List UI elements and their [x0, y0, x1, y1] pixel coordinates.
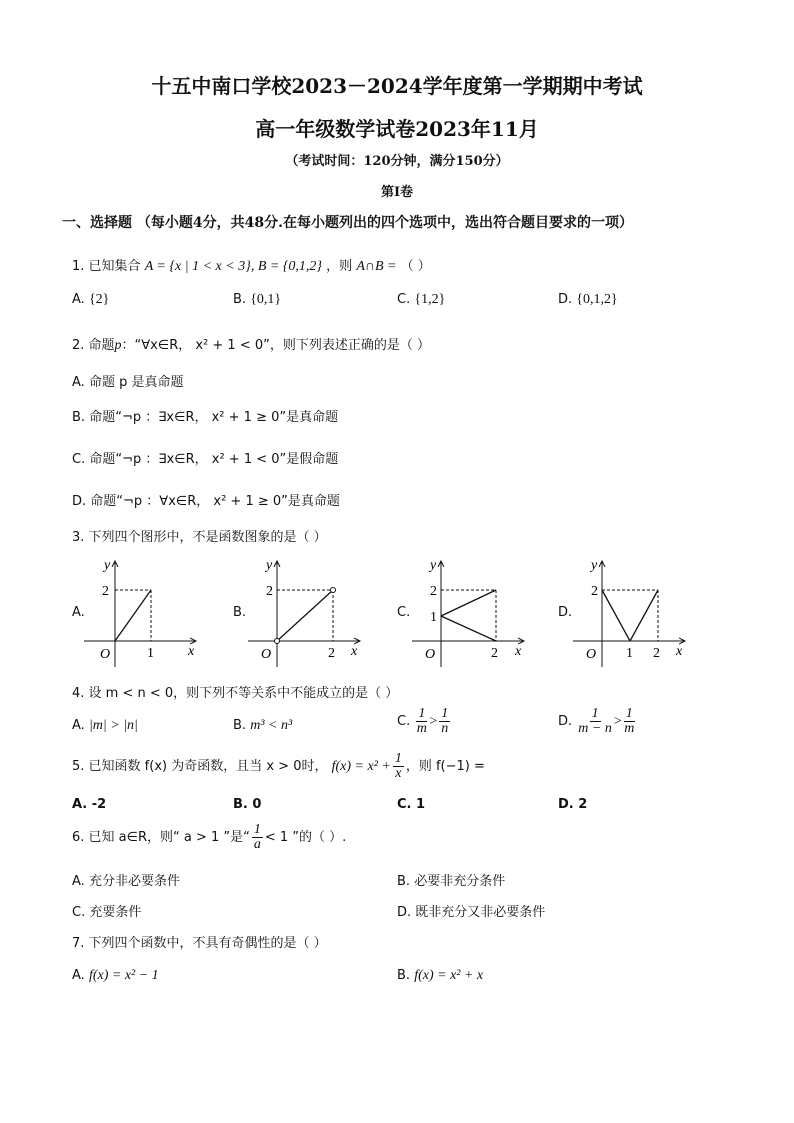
x-tick: 2 [653, 646, 660, 661]
q6-option-b[interactable] [397, 870, 505, 889]
option-text: {0,1,2} [576, 292, 618, 307]
option-text: {1,2} [414, 292, 446, 307]
q4-option-d[interactable] [558, 707, 637, 736]
q5-option-c[interactable] [397, 797, 425, 812]
graph-segment [441, 616, 496, 641]
option-label: B. [397, 874, 411, 889]
option-label: B. [233, 797, 248, 812]
section-heading: 一、选择题 （每小题4分，共48分.在每小题列出的四个选项中，选出符合题目要求的一项） [62, 215, 633, 231]
y-tick: 1 [430, 610, 437, 625]
q1-option-b[interactable] [233, 292, 281, 308]
exam-title: 十五中南口学校2023－2024学年度第一学期期中考试 [151, 74, 643, 98]
q5-stem-c: ，则 f(−1) = [405, 759, 485, 774]
question-5 [72, 752, 485, 781]
q6-option-d[interactable] [397, 901, 545, 920]
x-axis-label: x [351, 644, 358, 659]
option-text: 既非充分又非必要条件 [415, 905, 546, 920]
operator: > [429, 714, 438, 729]
origin-label: O [261, 647, 272, 662]
q3-graph-a[interactable] [84, 555, 214, 670]
open-point [331, 588, 336, 593]
option-text: 必要非充分条件 [414, 874, 506, 889]
open-point [275, 639, 280, 644]
option-label: D. [558, 292, 573, 307]
y-axis-label: y [591, 558, 598, 573]
option-text: |m| > |n| [88, 718, 138, 733]
q3-option-a-label[interactable]: A. [72, 605, 85, 620]
fraction [624, 707, 635, 736]
fraction [439, 707, 450, 736]
q2-option-a[interactable] [72, 371, 183, 390]
q5-formula: f(x) = x² + [331, 759, 391, 774]
fraction [393, 752, 404, 781]
denominator: m − n [578, 721, 612, 736]
option-text: 1 [416, 797, 426, 812]
q1-option-d[interactable] [558, 292, 618, 308]
option-text: 命题 p 是真命题 [88, 375, 184, 390]
question-4: 4. 设 m < n < 0，则下列不等关系中不能成立的是（ ） [72, 686, 399, 701]
option-text: 2 [578, 797, 588, 812]
y-axis-label: y [104, 558, 111, 573]
option-text: 充要条件 [89, 905, 142, 920]
numerator: 1 [625, 706, 633, 721]
option-label: A. [72, 292, 85, 307]
denominator: m [624, 721, 635, 736]
option-label: D. [558, 797, 574, 812]
exam-subtitle: 高一年级数学试卷2023年11月 [255, 117, 539, 141]
q3-option-c-label[interactable]: C. [397, 605, 411, 620]
q5-option-a[interactable] [72, 797, 106, 812]
q3-option-d-label[interactable]: D. [558, 605, 573, 620]
exam-time-note: （考试时间：120分钟，满分150分） [285, 154, 509, 169]
question-3: 3. 下列四个图形中，不是函数图象的是（ ） [72, 530, 327, 545]
origin-label: O [100, 647, 111, 662]
option-label: A. [72, 718, 85, 733]
numerator: 1 [253, 822, 261, 837]
volume-label: 第Ⅰ卷 [380, 185, 414, 200]
option-label: A. [72, 797, 88, 812]
q1-set-a: A = {x | 1 < x < 3} [144, 259, 251, 274]
option-label: A. [72, 968, 85, 983]
y-tick: 2 [591, 584, 598, 599]
q3-graph-d[interactable] [573, 555, 703, 670]
numerator: 1 [591, 706, 599, 721]
option-text: m³ < n³ [250, 718, 293, 733]
origin-label: O [586, 647, 597, 662]
graph-segment [630, 590, 658, 641]
q5-stem-a: 5. 已知函数 f(x) 为奇函数，且当 x > 0时， [72, 759, 328, 774]
x-tick: 2 [491, 646, 498, 661]
option-label: A. [72, 874, 85, 889]
q2-stmt: ：“∀x∈R， x² + 1 < 0”，则下列表述正确的是（ ） [121, 338, 430, 353]
y-tick: 2 [266, 584, 273, 599]
option-text: f(x) = x² − 1 [88, 968, 159, 983]
q1-option-c[interactable] [397, 292, 445, 308]
question-6 [72, 823, 346, 852]
q5-option-b[interactable] [233, 797, 261, 812]
q1-paren: （ ） [400, 259, 431, 274]
graph-segment [115, 590, 151, 641]
q5-option-d[interactable] [558, 797, 587, 812]
x-tick: 1 [147, 646, 154, 661]
q4-option-a[interactable] [72, 718, 138, 734]
option-text: 命题“¬p ：∀x∈R， x² + 1 ≥ 0”是真命题 [90, 494, 340, 509]
x-tick: 2 [328, 646, 335, 661]
q1-prefix: 1. 已知集合 [72, 259, 141, 274]
option-text: {2} [88, 292, 110, 307]
x-tick: 1 [626, 646, 633, 661]
q3-graph-c[interactable] [412, 555, 542, 670]
y-tick: 2 [102, 584, 109, 599]
q1-option-a[interactable] [72, 292, 109, 308]
option-text: f(x) = x² + x [414, 968, 484, 983]
option-label: B. [397, 968, 411, 983]
denominator: a [253, 837, 261, 852]
q2-prefix: 2. 命题 [72, 338, 115, 353]
q3-graph-b[interactable] [248, 555, 378, 670]
q2-p: p [114, 338, 122, 353]
option-label: C. [72, 452, 86, 467]
fraction [578, 707, 612, 736]
option-label: C. [397, 714, 411, 729]
q2-option-d[interactable] [72, 490, 340, 509]
q6-stem-b: < 1 ”的（ ）. [264, 830, 347, 845]
option-label: C. [397, 797, 412, 812]
q1-set-b: , B = {0,1,2} [250, 259, 323, 274]
q6-option-a[interactable] [72, 870, 180, 889]
option-label: D. [397, 905, 412, 920]
option-text: 命题“¬p ：∃x∈R， x² + 1 < 0”是假命题 [89, 452, 339, 467]
q6-stem-a: 6. 已知 a∈R，则“ a > 1 ”是“ [72, 830, 250, 845]
x-axis-label: x [676, 644, 683, 659]
q6-option-c[interactable] [72, 901, 141, 920]
q7-option-b[interactable] [397, 968, 483, 984]
q4-option-c[interactable] [397, 707, 452, 736]
q7-option-a[interactable] [72, 968, 159, 984]
option-text: -2 [91, 797, 107, 812]
question-2 [72, 334, 430, 354]
option-text: {0,1} [250, 292, 282, 307]
question-1 [72, 255, 431, 275]
fraction [252, 823, 263, 852]
y-tick: 2 [430, 584, 437, 599]
y-axis-label: y [266, 558, 273, 573]
numerator: 1 [394, 751, 402, 766]
x-axis-label: x [515, 644, 522, 659]
q4-option-b[interactable] [233, 718, 292, 734]
option-text: 命题“¬p ：∃x∈R， x² + 1 ≥ 0”是真命题 [89, 410, 339, 425]
option-label: B. [72, 410, 86, 425]
x-axis-label: x [188, 644, 195, 659]
option-label: D. [72, 494, 87, 509]
numerator: 1 [441, 706, 449, 721]
q2-option-c[interactable] [72, 448, 338, 467]
option-label: B. [233, 718, 247, 733]
q2-option-b[interactable] [72, 406, 338, 425]
option-label: C. [72, 905, 86, 920]
option-label: D. [558, 714, 573, 729]
question-7: 7. 下列四个函数中，不具有奇偶性的是（ ） [72, 936, 327, 951]
denominator: x [395, 766, 402, 781]
option-text: 0 [252, 797, 262, 812]
denominator: m [416, 721, 427, 736]
fraction [416, 707, 427, 736]
graph-segment [441, 590, 496, 616]
option-label: B. [233, 292, 247, 307]
option-text: 充分非必要条件 [88, 874, 180, 889]
origin-label: O [425, 647, 436, 662]
q1-expr: A∩B = [356, 259, 397, 274]
operator: > [613, 714, 622, 729]
q3-option-b-label[interactable]: B. [233, 605, 247, 620]
graph-segment [277, 590, 333, 641]
q1-ask: ，则 [326, 259, 353, 274]
option-label: A. [72, 375, 85, 390]
denominator: n [441, 721, 449, 736]
option-label: C. [397, 292, 411, 307]
numerator: 1 [418, 706, 426, 721]
y-axis-label: y [430, 558, 437, 573]
graph-segment [602, 590, 630, 641]
